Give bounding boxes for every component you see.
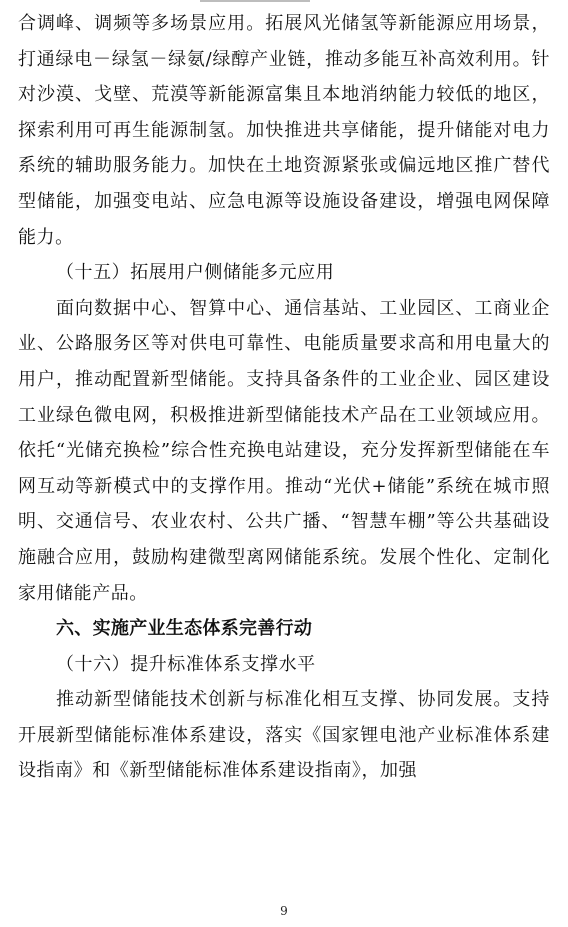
body-paragraph-continued: 合调峰、调频等多场景应用。拓展风光储氢等新能源应用场景，打通绿电－绿氢－绿氨/绿醇产业链，推动多能互补高效利用。针对沙漠、戈壁、荒漠等新能源富集且本地消纳能力较低的地区，探索利用可再生能源制氢。加快推进共享储能，提升储能对电力系统的辅助服务能力。加快在土地资源紧张或偏远地区推广替代型储能，加强变电站、应急电源等设施设备建设，增强电网保障能力。 (18, 13, 550, 248)
section-heading-6: 六、实施产业生态体系完善行动 (56, 618, 313, 640)
subsection-heading-15: （十五）拓展用户侧储能多元应用 (56, 262, 335, 284)
body-paragraph-standards: 推动新型储能技术创新与标准化相互支撑、协同发展。支持开展新型储能标准体系建设，落实《国家锂电池产业标准体系建设指南》和《新型储能标准体系建设指南》，加强 (18, 689, 550, 782)
body-paragraph-user-side-storage: 面向数据中心、智算中心、通信基站、工业园区、工商业企业、公路服务区等对供电可靠性、电能质量要求高和用电量大的用户，推动配置新型储能。支持具备条件的工业企业、园区建设工业绿色微电网，积极推进新型储能技术产品在工业领域应用。依托“光储充换检”综合性充换电站建设，充分发挥新型储能在车网互动等新模式中的支撑作用。推动“光伏+储能”系统在城市照明、交通信号、农业农村、公共广播、“智慧车棚”等公共基础设施融合应用，鼓励构建微型离网储能系统。发展个性化、定制化家用储能产品。 (18, 297, 550, 604)
document-page (18, 6, 550, 789)
top-edge-rule (200, 0, 310, 2)
page-number: 9 (280, 904, 288, 918)
subsection-heading-16: （十六）提升标准体系支撑水平 (56, 653, 316, 675)
